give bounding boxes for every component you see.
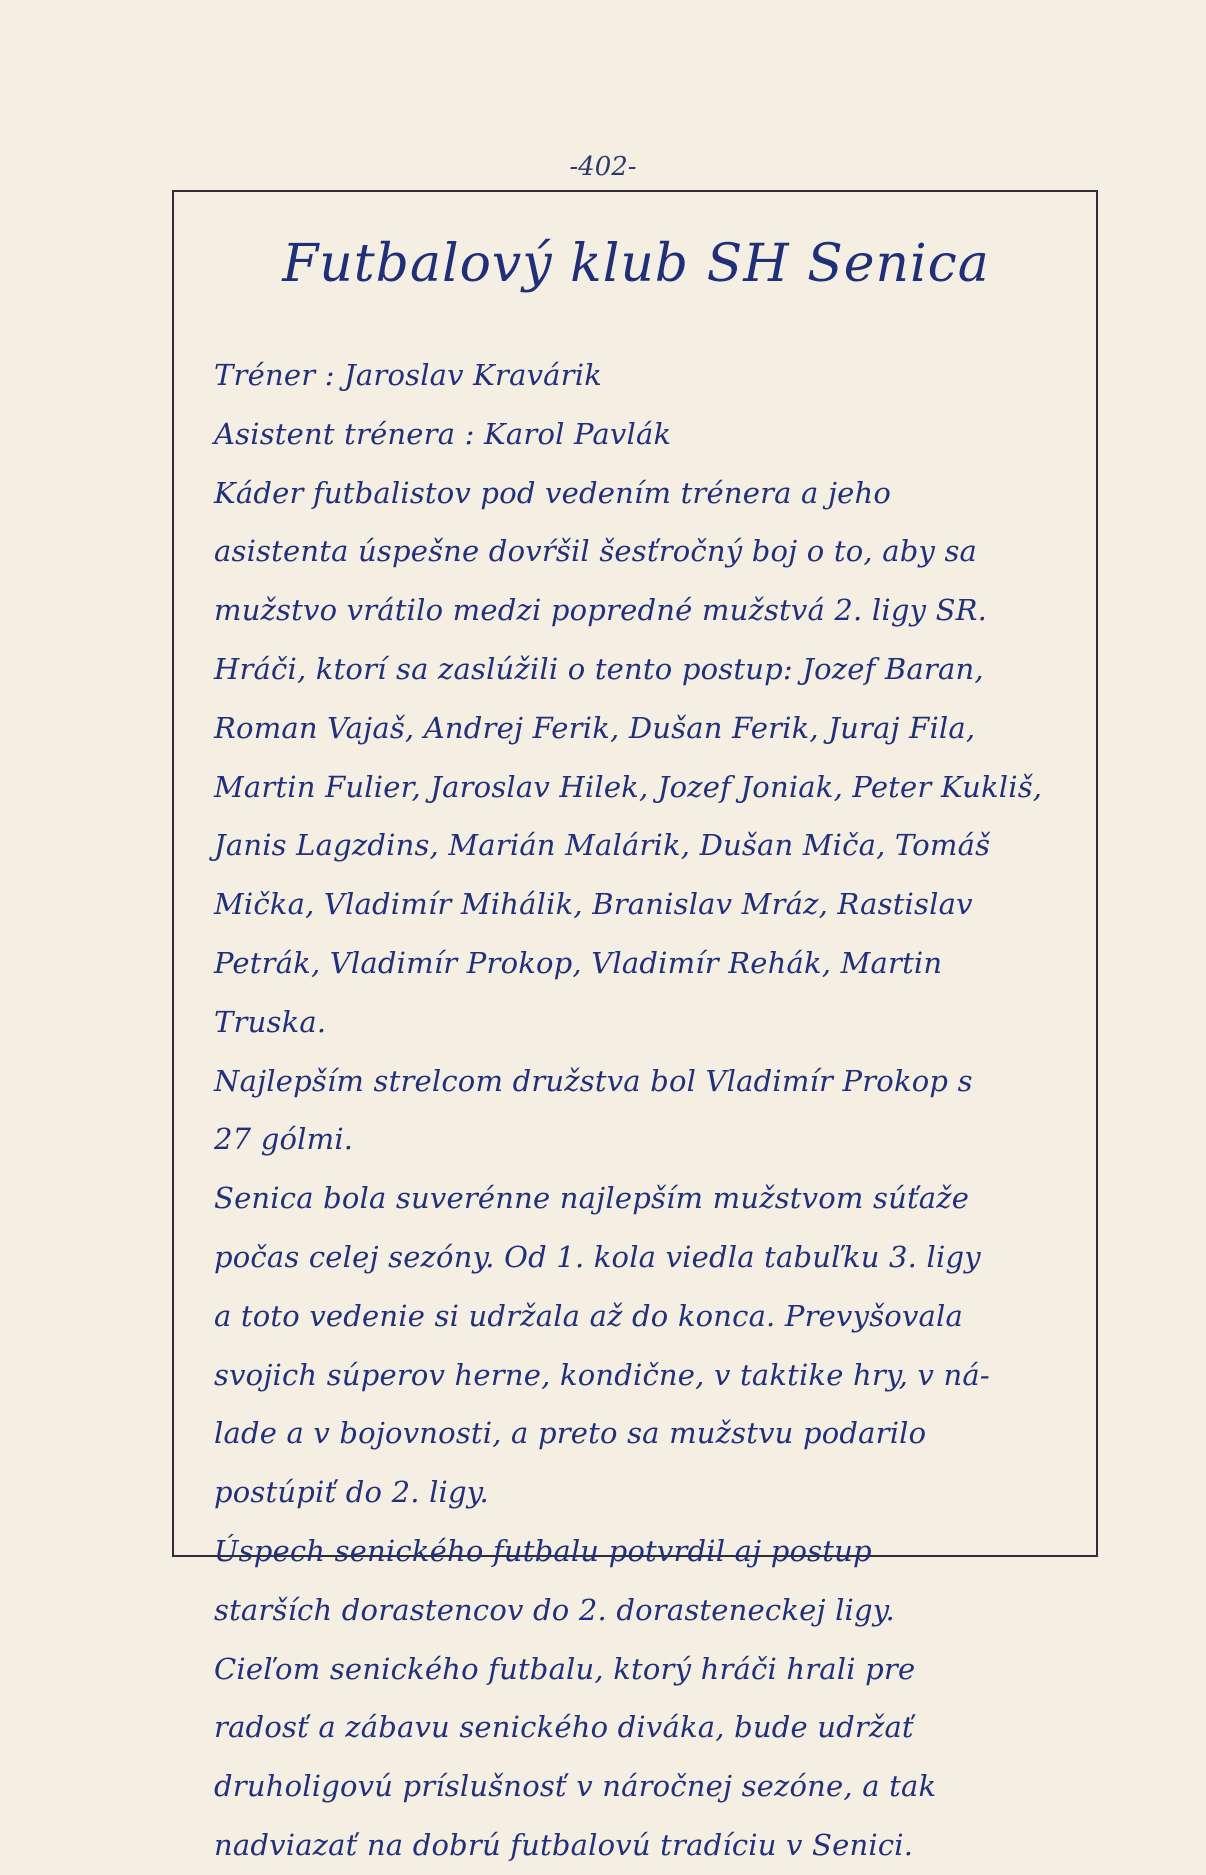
text-line: mužstvo vrátilo medzi popredné mužstvá 2. ligy SR.	[214, 593, 988, 628]
text-line: Káder futbalistov pod vedením trénera a jeho	[214, 475, 892, 510]
text-line: Petrák, Vladimír Prokop, Vladimír Rehák, Martin	[214, 945, 943, 980]
text-line: Senica bola suverénne najlepším mužstvom súťaže	[214, 1181, 970, 1216]
text-line: svojich súperov herne, kondične, v taktike hry, v ná-	[214, 1357, 990, 1392]
text-line: Úspech senického futbalu potvrdil aj postup	[214, 1533, 872, 1568]
text-line: Mička, Vladimír Mihálik, Branislav Mráz, Rastislav	[214, 887, 973, 922]
text-line: Janis Lagzdins, Marián Malárik, Dušan Miča, Tomáš	[214, 828, 991, 863]
text-line: Hráči, ktorí sa zaslúžili o tento postup: Jozef Baran,	[214, 651, 984, 686]
text-line: lade a v bojovnosti, a preto sa mužstvu podarilo	[214, 1416, 927, 1451]
text-line: Cieľom senického futbalu, ktorý hráči hrali pre	[214, 1651, 916, 1686]
text-line: Asistent trénera : Karol Pavlák	[214, 416, 672, 451]
text-line: starších dorastencov do 2. dorasteneckej ligy.	[214, 1592, 895, 1627]
text-line: druholigovú príslušnosť v náročnej sezóne, a tak	[214, 1769, 937, 1804]
text-line: Truska.	[214, 1004, 327, 1039]
handwritten-body	[214, 346, 1074, 1875]
text-line: Martin Fulier, Jaroslav Hilek, Jozef Joniak, Peter Kukliš,	[214, 769, 1043, 804]
page-number: -402-	[569, 152, 637, 182]
page-frame	[172, 190, 1098, 1862]
text-line: postúpiť do 2. ligy.	[214, 1475, 489, 1510]
text-line: Najlepším strelcom družstva bol Vladimír Prokop s	[214, 1063, 973, 1098]
text-line: a toto vedenie si udržala až do konca. Prevyšovala	[214, 1298, 963, 1333]
page-title: Futbalový klub SH Senica	[282, 234, 990, 294]
text-line: 27 gólmi.	[214, 1122, 354, 1157]
text-line: počas celej sezóny. Od 1. kola viedla tabuľku 3. ligy	[214, 1239, 981, 1274]
text-line: asistenta úspešne dovŕšil šesťročný boj o to, aby sa	[214, 534, 978, 569]
text-line: Roman Vajaš, Andrej Ferik, Dušan Ferik, Juraj Fila,	[214, 710, 976, 745]
text-line: radosť a zábavu senického diváka, bude udržať	[214, 1710, 914, 1745]
text-line: Tréner : Jaroslav Kravárik	[214, 358, 602, 392]
text-line: nadviazať na dobrú futbalovú tradíciu v Senici.	[214, 1827, 914, 1862]
